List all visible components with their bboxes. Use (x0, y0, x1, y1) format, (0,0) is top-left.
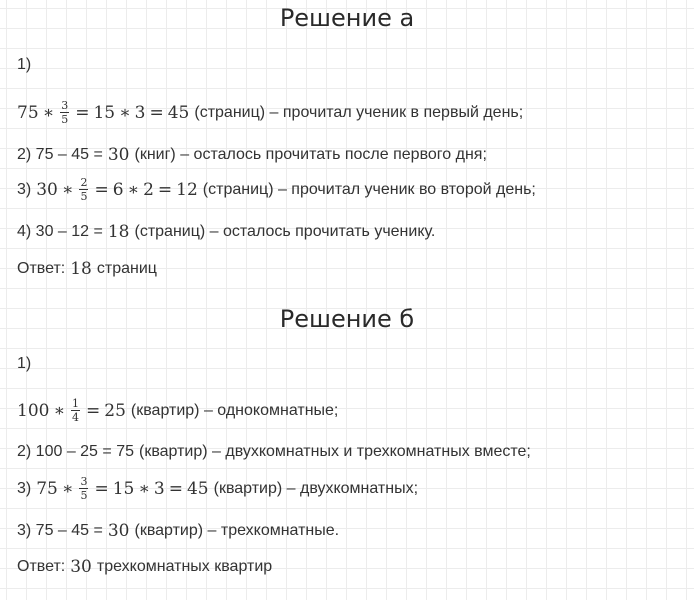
math-value: 15 (112, 478, 135, 499)
step-1-label: 1) (17, 355, 32, 372)
step-prefix: 4) 30 – 12 = (17, 223, 103, 240)
equals-sign: = (149, 102, 164, 123)
math-value: 15 (93, 102, 116, 123)
fraction (71, 398, 80, 423)
math-value: 6 (112, 179, 124, 200)
math-value: 45 (167, 102, 190, 123)
math-value: 3 (153, 478, 165, 499)
math-value: 30 (36, 179, 58, 200)
solution-a-step-4 (17, 222, 435, 242)
equals-sign: = (94, 179, 109, 200)
solution-b-title: Решение б (279, 305, 415, 333)
math-value: 45 (186, 478, 209, 499)
times-sign: ∗ (53, 400, 66, 421)
step-text: (страниц) – осталось прочитать ученику. (134, 223, 436, 240)
times-sign: ∗ (119, 102, 131, 123)
equals-sign: = (86, 400, 101, 421)
math-value: 25 (104, 400, 126, 421)
step-prefix: 3) (17, 479, 32, 497)
solution-a-answer (17, 259, 157, 279)
fraction-denominator: 4 (72, 411, 80, 424)
math-value: 100 (17, 400, 50, 421)
math-value: 3 (134, 102, 146, 123)
math-value: 2 (143, 179, 154, 200)
fraction-numerator: 2 (80, 176, 88, 189)
step-text: (страниц) – прочитал ученик в первый день; (194, 103, 524, 121)
solution-a-step-3 (17, 177, 536, 202)
step-text: (квартир) – двухкомнатных и трехкомнатных вместе; (138, 443, 531, 460)
fraction-numerator: 3 (61, 99, 69, 112)
fraction-numerator: 1 (72, 397, 80, 410)
solution-a-step-1 (17, 100, 523, 125)
step-1-label: 1) (17, 56, 32, 73)
math-value: 75 (17, 102, 39, 123)
math-value: 30 (107, 521, 130, 541)
step-text: (квартир) – трехкомнатные. (134, 522, 340, 539)
fraction-denominator: 5 (61, 113, 69, 126)
math-value: 30 (107, 145, 130, 165)
step-text: (страниц) – прочитал ученик во второй день; (202, 180, 536, 198)
answer-value: 30 (70, 557, 92, 577)
solution-a-step-2 (17, 145, 487, 165)
solution-b-answer (17, 557, 272, 577)
step-prefix: 3) 75 – 45 = (17, 522, 103, 539)
equals-sign: = (157, 179, 173, 200)
math-value: 12 (176, 179, 198, 200)
step-prefix: 2) 100 – 25 = 75 (17, 443, 134, 460)
step-text: (книг) – осталось прочитать после первого дня; (134, 146, 487, 163)
answer-label: Ответ: (17, 558, 66, 575)
fraction (79, 177, 88, 202)
solution-a-title: Решение а (279, 4, 415, 32)
times-sign: ∗ (138, 478, 150, 499)
times-sign: ∗ (42, 102, 55, 123)
times-sign: ∗ (61, 478, 74, 499)
equals-sign: = (94, 478, 109, 499)
math-value: 18 (107, 222, 130, 242)
step-text: (квартир) – однокомнатные; (130, 401, 339, 419)
answer-value: 18 (70, 259, 92, 279)
fraction-denominator: 5 (80, 489, 88, 502)
times-sign: ∗ (127, 179, 140, 200)
answer-unit: трехкомнатных квартир (96, 558, 273, 575)
equals-sign: = (75, 102, 90, 123)
math-value: 75 (36, 478, 58, 499)
fraction (60, 100, 69, 125)
step-text: (квартир) – двухкомнатных; (213, 479, 419, 497)
answer-unit: страниц (96, 260, 157, 277)
step-prefix: 2) 75 – 45 = (17, 146, 103, 163)
fraction-denominator: 5 (80, 190, 88, 203)
step-prefix: 3) (17, 180, 32, 198)
times-sign: ∗ (61, 179, 74, 200)
fraction-numerator: 3 (80, 475, 88, 488)
solution-b-step-1 (17, 398, 338, 423)
fraction (79, 476, 88, 501)
solution-b-step-3 (17, 476, 418, 501)
equals-sign: = (168, 478, 183, 499)
answer-label: Ответ: (17, 260, 66, 277)
solution-b-step-2 (17, 443, 531, 461)
solution-b-step-4 (17, 521, 339, 541)
